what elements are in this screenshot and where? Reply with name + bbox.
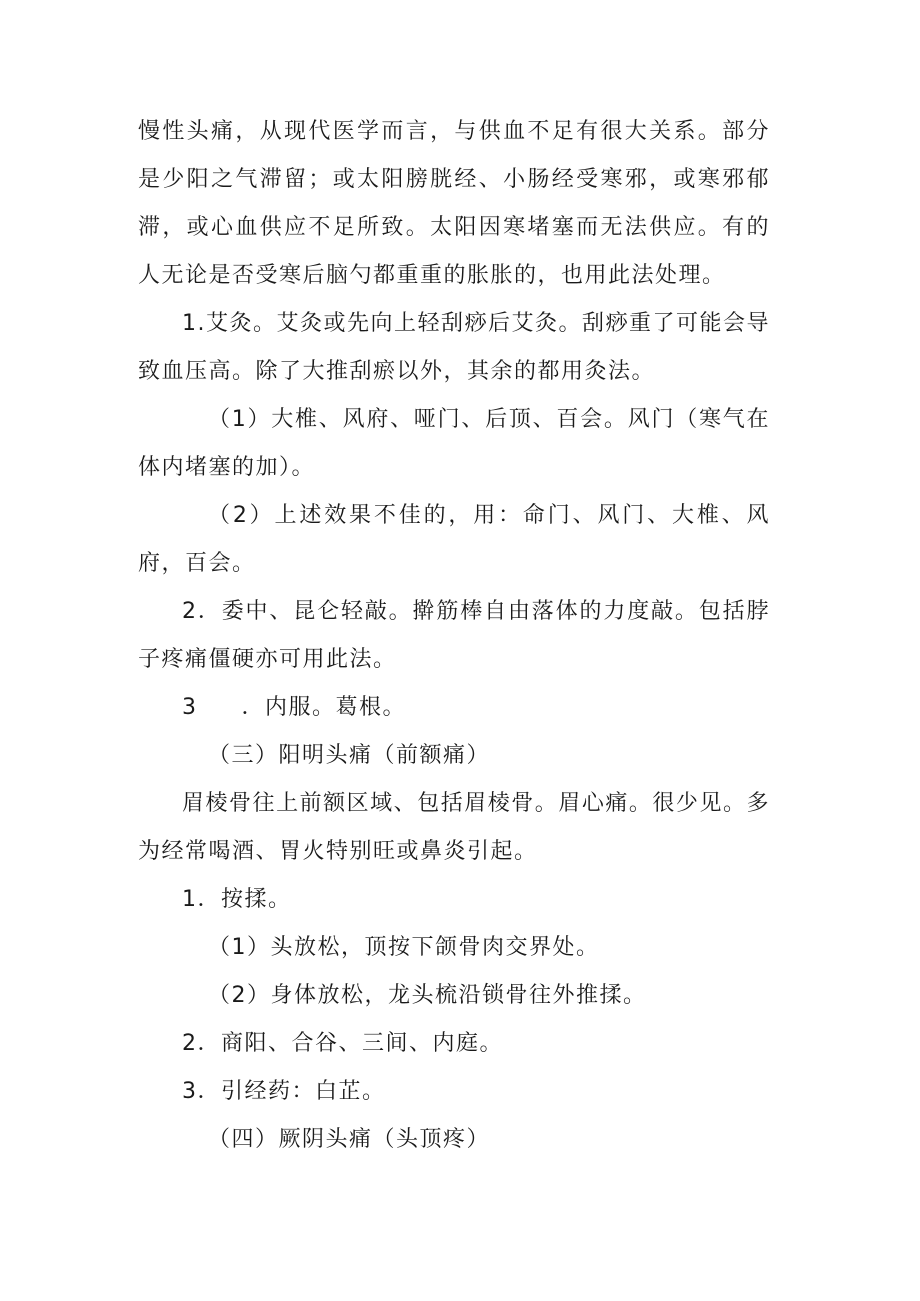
paragraph-subitem-massage-1: （1）头放松，顶按下颌骨肉交界处。: [208, 935, 600, 960]
paragraph-item-3-herb: 3．引经药：白芷。: [182, 1079, 386, 1104]
paragraph-subitem-1-2: （2）上述效果不佳的，用：命门、风门、大椎、风府，百会。: [138, 503, 770, 576]
section-heading-jueyin: （四）厥阴头痛（头顶疼）: [208, 1127, 491, 1152]
paragraph-subitem-1-1: （1）大椎、风府、哑门、后顶、百会。风门（寒气在体内堵塞的加）。: [138, 407, 770, 480]
paragraph-intro: 慢性头痛，从现代医学而言，与供血不足有很大关系。部分是少阳之气滞留；或太阳膀胱经、小肠经受寒邪，或寒邪郁滞，或心血供应不足所致。太阳因寒堵塞而无法供应。有的人无论是否受寒后脑勺都重重的胀胀的，也用此法处理。: [138, 119, 770, 288]
document-body: [138, 108, 770, 1164]
paragraph-item-2-tapping: 2．委中、昆仑轻敲。擀筋棒自由落体的力度敲。包括脖子疼痛僵硬亦可用此法。: [138, 599, 770, 672]
paragraph-item-3-oral: [138, 684, 770, 732]
paragraph-yangming-desc: 眉棱骨往上前额区域、包括眉棱骨。眉心痛。很少见。多为经常喝酒、胃火特别旺或鼻炎引起。: [138, 791, 770, 864]
paragraph-item-1-massage: 1．按揉。: [182, 887, 292, 912]
paragraph-item-2-points: 2．商阳、合谷、三间、内庭。: [182, 1031, 503, 1056]
paragraph-item-1-moxibustion: 1.艾灸。艾灸或先向上轻刮痧后艾灸。刮痧重了可能会导致血压高。除了大推刮瘀以外，其余的都用灸法。: [138, 311, 770, 384]
item-text: ．内服。葛根。: [241, 695, 407, 720]
section-heading-yangming: （三）阳明头痛（前额痛）: [208, 743, 491, 768]
paragraph-subitem-massage-2: （2）身体放松，龙头梳沿锁骨往外推揉。: [208, 983, 647, 1008]
item-number: 3: [182, 695, 198, 720]
